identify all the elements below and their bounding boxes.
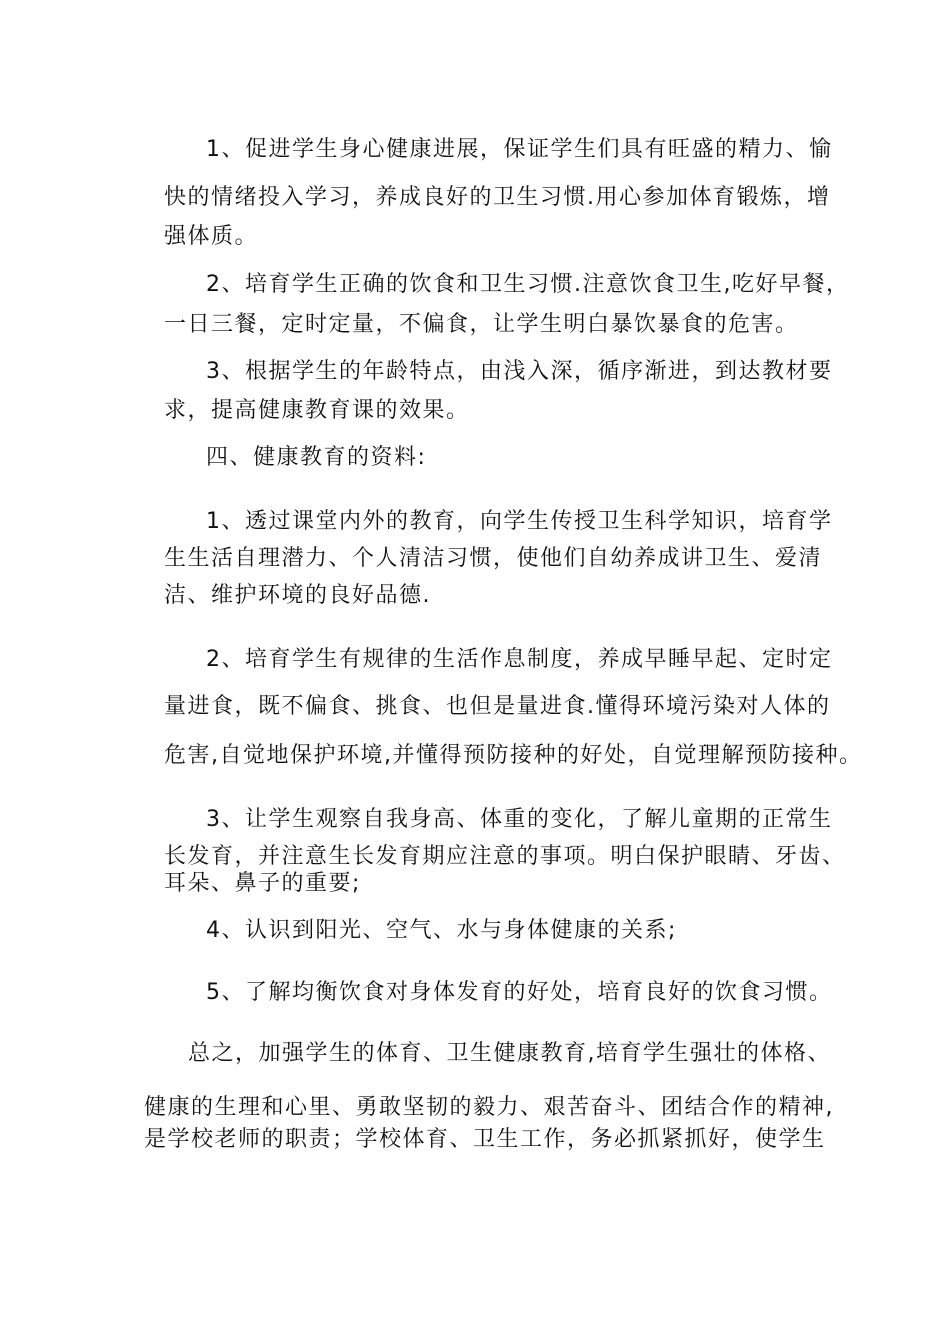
text-line: 3、根据学生的年龄特点，由浅入深，循序渐进，到达教材要 <box>206 359 833 384</box>
text-line: 2、培育学生有规律的生活作息制度，养成早睡早起、定时定 <box>206 647 833 672</box>
text-line: 是学校老师的职责；学校体育、卫生工作，务必抓紧抓好，使学生 <box>144 1127 826 1152</box>
text-line: 3、让学生观察自我身高、体重的变化，了解儿童期的正常生 <box>206 807 833 832</box>
text-line: 量进食，既不偏食、挑食、也但是量进食.懂得环境污染对人体的 <box>164 694 831 719</box>
text-line: 2、培育学生正确的饮食和卫生习惯.注意饮食卫生,吃好早餐， <box>206 272 850 297</box>
text-line: 求，提高健康教育课的效果。 <box>164 398 470 423</box>
text-line: 生生活自理潜力、个人清洁习惯，使他们自幼养成讲卫生、爱清 <box>164 546 823 571</box>
text-line: 1、促进学生身心健康进展，保证学生们具有旺盛的精力、愉 <box>206 137 833 162</box>
text-line: 一日三餐，定时定量，不偏食，让学生明白暴饮暴食的危害。 <box>164 312 799 337</box>
text-line: 1、透过课堂内外的教育，向学生传授卫生科学知识，培育学 <box>206 509 833 534</box>
text-line: 强体质。 <box>164 224 259 249</box>
section-heading: 四、健康教育的资料: <box>206 445 427 470</box>
text-line: 耳朵、鼻子的重要; <box>164 871 361 896</box>
text-line: 快的情绪投入学习，养成良好的卫生习惯.用心参加体育锻炼，增 <box>164 185 831 210</box>
text-line: 4、认识到阳光、空气、水与身体健康的关系; <box>206 918 677 943</box>
text-line: 5、了解均衡饮食对身体发育的好处，培育良好的饮食习惯。 <box>206 980 833 1005</box>
text-line: 危害,自觉地保护环境,并懂得预防接种的好处，自觉理解预防接种。 <box>164 743 863 768</box>
text-line: 健康的生理和心里、勇敢坚韧的毅力、艰苦奋斗、团结合作的精神, <box>144 1095 834 1120</box>
text-line: 总之，加强学生的体育、卫生健康教育,培育学生强壮的体格、 <box>188 1041 831 1066</box>
text-line: 洁、维护环境的良好品德. <box>164 583 431 608</box>
text-line: 长发育，并注意生长发育期应注意的事项。明白保护眼睛、牙齿、 <box>164 844 846 869</box>
